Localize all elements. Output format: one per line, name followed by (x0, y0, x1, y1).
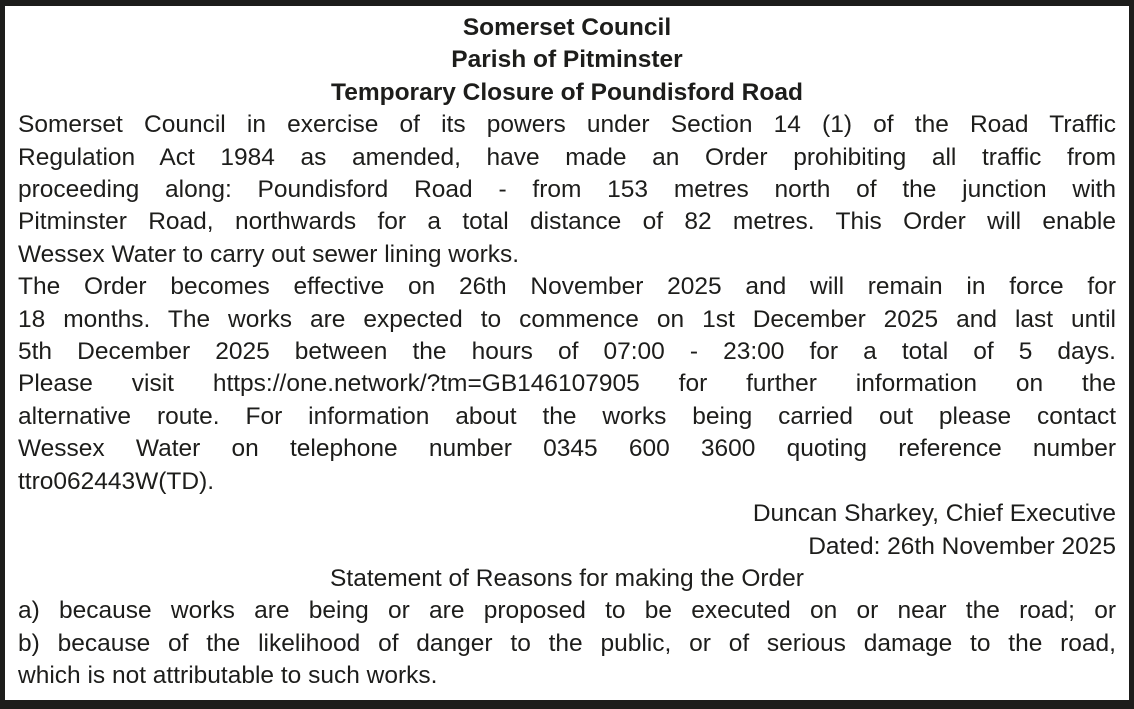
works-paragraph (18, 271, 1116, 498)
order-paragraph-line: Pitminster Road, northwards for a total distance of 82 metres. This Order will enable (18, 208, 1116, 236)
order-paragraph-line: proceeding along: Poundisford Road - from 153 metres north of the junction with (18, 176, 1116, 204)
reason-item-a (18, 595, 1116, 627)
order-paragraph (18, 109, 1116, 271)
order-paragraph-line: Regulation Act 1984 as amended, have made an Order prohibiting all traffic from (18, 143, 1116, 171)
signature-name: Duncan Sharkey, Chief Executive (752, 500, 1116, 528)
works-paragraph-line: Please visit https://one.network/?tm=GB146107905 for further information on the (18, 370, 1116, 398)
reason-item-b-line: b) because of the likelihood of danger to the public, or of serious damage to the road, (18, 629, 1116, 657)
reasons-heading: Statement of Reasons for making the Order (330, 564, 804, 592)
works-paragraph-line: 18 months. The works are expected to commence on 1st December 2025 and last until (18, 305, 1116, 333)
works-paragraph-line: alternative route. For information about the works being carried out please contact (18, 402, 1116, 430)
works-paragraph-line: 5th December 2025 between the hours of 07:00 - 23:00 for a total of 5 days. (18, 338, 1116, 366)
reason-item-a-line: a) because works are being or are proposed to be executed on or near the road; or (18, 597, 1116, 625)
works-paragraph-line: Wessex Water on telephone number 0345 600 3600 quoting reference number (18, 435, 1116, 463)
order-paragraph-line: Somerset Council in exercise of its powers under Section 14 (1) of the Road Traffic (18, 111, 1116, 139)
signature-date: Dated: 26th November 2025 (808, 532, 1116, 560)
reason-item-b-line: which is not attributable to such works. (18, 662, 438, 690)
notice-authority: Somerset Council (462, 14, 672, 41)
reason-item-b (18, 628, 1116, 693)
works-paragraph-line: ttro062443W(TD). (18, 467, 215, 495)
order-paragraph-line: Wessex Water to carry out sewer lining works. (18, 240, 520, 268)
works-paragraph-line: The Order becomes effective on 26th November 2025 and will remain in force for (18, 273, 1116, 301)
notice-parish: Parish of Pitminster (451, 46, 683, 74)
notice-title: Temporary Closure of Poundisford Road (331, 78, 803, 106)
